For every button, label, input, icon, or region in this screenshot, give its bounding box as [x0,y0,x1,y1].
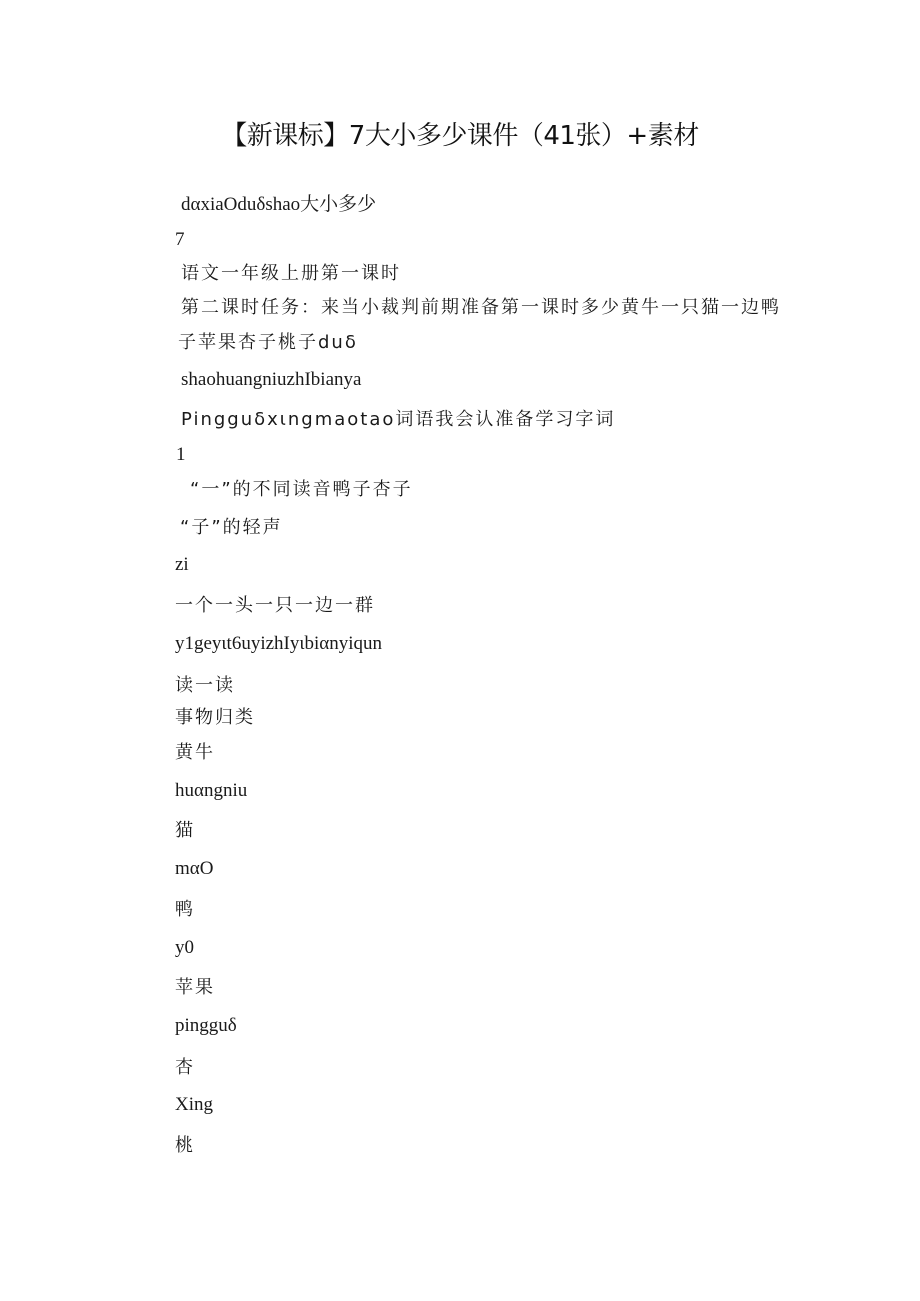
text-line: mαO [175,858,214,879]
text-line: 杏 [175,1057,195,1078]
text-line: 7 [175,229,185,250]
text-line: “子”的轻声 [180,517,283,538]
text-line: 鸭 [175,899,195,920]
text-line: y1geyιt6uyizhIyιbiαnyiqun [175,633,382,654]
text-line: 黄牛 [175,742,215,763]
text-line: Pingguδxιngmaotao词语我会认准备学习字词 [181,409,616,430]
text-line: 1 [176,444,186,465]
text-line: 猫 [175,820,195,841]
text-line: dαxiaOduδshao大小多少 [181,194,377,215]
document-title: 【新课标】7大小多少课件（41张）+素材 [221,121,699,151]
text-line: 苹果 [175,977,215,998]
text-line: “一”的不同读音鸭子杏子 [190,479,413,500]
text-line: 桃 [175,1135,195,1156]
text-line: 一个一头一只一边一群 [175,595,375,616]
text-line: 语文一年级上册第一课时 [181,263,401,284]
text-line: huαngniu [175,780,248,801]
text-line: 子苹果杏子桃子duδ [178,332,358,353]
text-line: 事物归类 [175,707,255,728]
text-line: 第二课时任务：来当小裁判前期准备第一课时多少黄牛一只猫一边鸭 [181,297,781,318]
text-line: y0 [175,937,194,958]
text-line: pingguδ [175,1015,237,1036]
text-line: shaohuangniuzhIbianya [181,369,362,390]
text-line: Xing [175,1094,213,1115]
text-line: 读一读 [175,675,235,696]
text-line: zi [175,554,189,575]
